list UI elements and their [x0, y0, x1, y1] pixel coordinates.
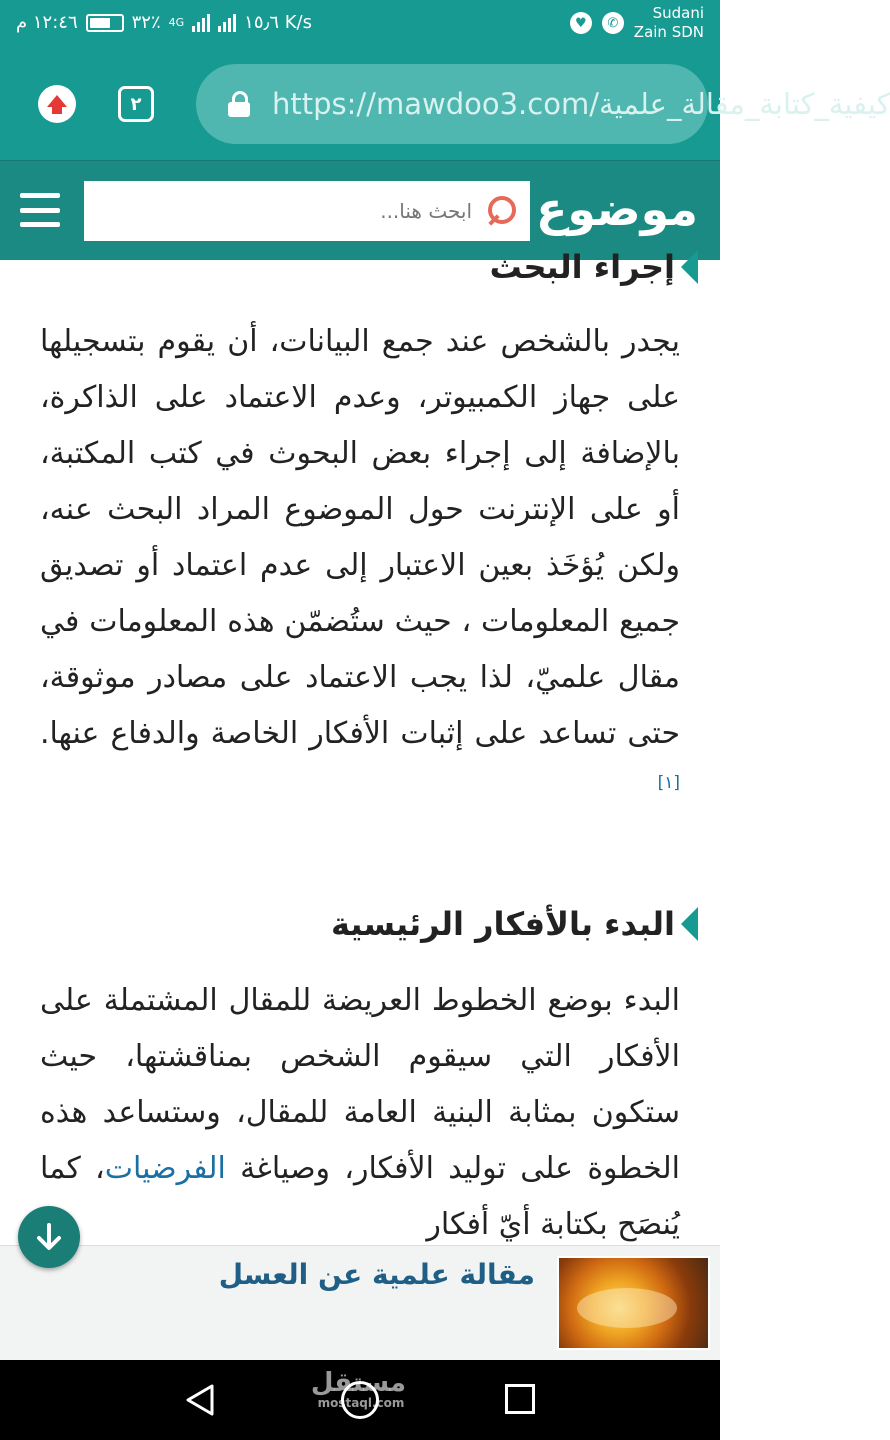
search-box[interactable]	[84, 181, 530, 241]
watermark	[310, 1368, 406, 1410]
url-text[interactable]: https://mawdoo3.com/كيفية_كتابة_مقالة_علمية	[272, 87, 890, 121]
whatsapp-icon: ✆	[602, 12, 624, 34]
notification-icon: ♥	[570, 12, 592, 34]
honey-thumbnail-image[interactable]	[557, 1256, 710, 1350]
signal-icon-2	[218, 14, 236, 32]
section-heading	[331, 905, 698, 943]
upload-arrow-button[interactable]	[38, 85, 76, 123]
carrier-label	[634, 4, 704, 42]
status-bar	[0, 0, 720, 50]
paragraph-text: ، كما يُنصَح بكتابة أيّ أفكار	[40, 1151, 680, 1242]
carrier-name: Sudani	[652, 4, 704, 22]
search-icon[interactable]	[484, 194, 518, 228]
related-article-card[interactable]	[0, 1245, 720, 1360]
network-type: 4G	[168, 16, 185, 29]
battery-icon	[86, 14, 124, 32]
hamburger-menu-icon[interactable]	[20, 193, 60, 227]
watermark-latin: mostaql.com	[317, 1396, 405, 1410]
tabs-button[interactable]: ٢	[118, 86, 154, 122]
search-input[interactable]	[112, 199, 472, 223]
section-heading	[490, 248, 698, 286]
article-body	[0, 248, 720, 1245]
carrier-network: Zain SDN	[633, 23, 704, 41]
heading-text: البدء بالأفكار الرئيسية	[330, 905, 675, 943]
arrow-down-icon	[32, 1220, 66, 1254]
heading-marker-icon	[681, 907, 698, 941]
recent-apps-icon[interactable]	[505, 1384, 535, 1414]
back-icon[interactable]	[184, 1383, 216, 1417]
network-speed: ١٥٫٦ K/s	[244, 12, 312, 33]
paragraph-text: البدء بوضع الخطوط العريضة للمقال المشتملة على الأفكار التي سيقوم الشخص بمناقشتها، حيث ستكون بمثابة البنية العامة للمقال، وستساعد هذه الخطوة على توليد الأفكار، وصياغة	[40, 983, 680, 1186]
lock-icon	[228, 91, 250, 117]
arrow-up-icon	[47, 95, 67, 107]
status-left-group	[16, 12, 312, 33]
clock-text: ١٢:٤٦ م	[16, 12, 78, 33]
article-paragraph	[40, 314, 680, 818]
scroll-down-button[interactable]	[18, 1206, 80, 1268]
site-header	[0, 160, 720, 260]
status-right-group	[570, 4, 704, 42]
heading-text: إجراء البحث	[489, 248, 675, 286]
watermark-arabic: مستقل	[310, 1368, 406, 1398]
related-article-title[interactable]: مقالة علمية عن العسل	[218, 1258, 535, 1291]
site-logo[interactable]: موضوع	[535, 182, 698, 236]
paragraph-text: يجدر بالشخص عند جمع البيانات، أن يقوم بتسجيلها على جهاز الكمبيوتر، وعدم الاعتماد على الذاكرة، بالإضافة إلى إجراء بعض البحوث في كتب المكتبة، أو على الإنترنت حول الموضوع المراد البحث عنه، ولكن يُؤخَذ بعين الاعتبار إلى عدم اعتماد أو تصديق جميع المعلومات ، حيث ستُضمّن هذه المعلومات في مقال علميّ، لذا يجب الاعتماد على مصادر موثوقة، حتى تساعد على إثبات الأفكار الخاصة والدفاع عنها.	[40, 324, 680, 751]
battery-percent: ٣٢٪	[131, 12, 161, 33]
navigation-bar	[0, 1360, 720, 1440]
heading-marker-icon	[681, 250, 698, 284]
reference-link[interactable]: [١]	[657, 773, 680, 793]
signal-icon	[192, 14, 210, 32]
address-bar[interactable]	[196, 64, 890, 144]
hypotheses-link[interactable]: الفرضيات	[104, 1151, 226, 1186]
article-paragraph	[40, 973, 680, 1253]
browser-toolbar	[0, 50, 890, 160]
